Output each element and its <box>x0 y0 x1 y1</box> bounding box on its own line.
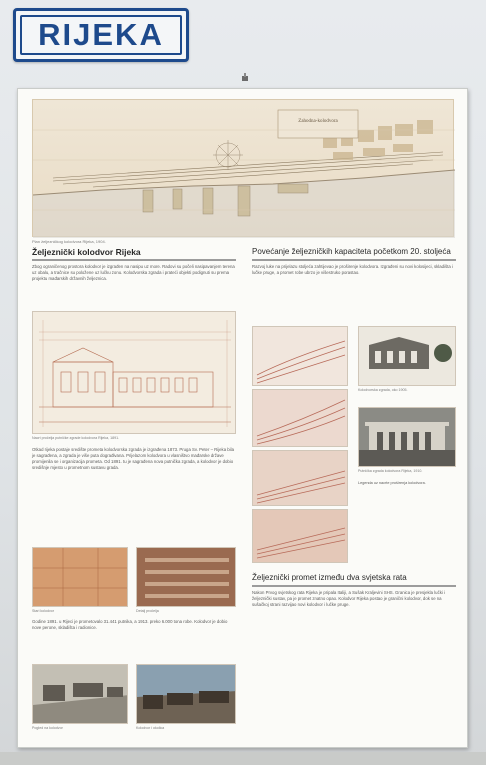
station-surroundings-photo <box>136 664 236 724</box>
station-building-photo-1 <box>358 326 456 386</box>
station-name-sign <box>13 8 189 62</box>
right-heading-rule <box>252 259 456 261</box>
old-station-photo <box>32 547 128 607</box>
track-plan-1 <box>252 326 348 386</box>
harbour-map-drawing <box>33 100 455 238</box>
facade-detail-photo-caption: Detalj pročelja <box>136 609 159 613</box>
station-view-photo-caption: Pogled na kolodvor <box>32 726 63 730</box>
station-building-photo-1-caption: Kolodvorska zgrada, oko 1905. <box>358 388 408 392</box>
left-body-text: Otkad rijeka postaje središte prometa kolodvorska zgrada je izgrađena 1873. Pruga Sv. Peter – Rijeka bila je sagrađena, a zgrada je više puta dograđivana. Prijelazom kolodvora u vlasništvo mađarske države promijenila se i organizacija prometa. Od 1891. tu je sagrađena nova putnička zgrada, a kolodvor je dobio središnje mjesto u prometnom sustavu grada. <box>32 447 234 470</box>
elevation-caption: Nacrt pročelja putničke zgrade kolodvora Rijeka, 1891. <box>32 436 120 440</box>
facade-detail-photo <box>136 547 236 607</box>
right-intro-text: Razvoj luke na prijelazu stoljeća zahtijevao je proširenje kolodvora. Izgrađeni su novi kolosijeci, skladišta i lučke pruge, a promet robe ubrzo je višestruko porastao. <box>252 264 453 275</box>
legend-caption: Legenda uz nacrte proširenja kolodvora. <box>358 481 426 485</box>
right-heading-2: Željeznički promet između dva svjetska rata <box>252 573 407 582</box>
right-heading-2-rule <box>252 585 456 587</box>
station-view-photo <box>32 664 128 724</box>
track-plan-3 <box>252 450 348 506</box>
left-heading: Željeznički kolodvor Rijeka <box>32 247 141 257</box>
station-elevation-drawing <box>32 311 236 434</box>
harbour-map <box>32 99 454 237</box>
left-body2-text: Godine 1891. u Rijeci je prometovalo 31.441 putnika, a 1913. preko 6.000 tona robe. Kolodvor je dobio nove perone, skladišta i radionice. <box>32 619 228 630</box>
station-name-label: RIJEKA <box>20 15 182 55</box>
right-heading: Povećanje željezničkih kapaciteta početkom 20. stoljeća <box>252 247 451 256</box>
station-surroundings-photo-caption: Kolodvor i okolica <box>136 726 165 730</box>
exhibition-panel <box>17 88 468 748</box>
track-plan-4 <box>252 509 348 563</box>
wall-hook-icon <box>240 73 250 83</box>
station-building-photo-2-caption: Putnička zgrada kolodvora Rijeka, 1910. <box>358 469 423 473</box>
floor-edge <box>0 752 486 765</box>
map-inset-label: Zahodna-kolodvora <box>298 119 338 124</box>
track-plan-2 <box>252 389 348 447</box>
left-intro-text: Zbog ograničenog prostora kolodvor je izgrađen na nasipu uz more. Radovi su počeli nasipavanjem terena uz obalu, a tračnice su položene uz lučku zonu. Kolodvorska zgrada i prateći objekti podignuti su prema projektu mađarskih državnih željeznica. <box>32 264 235 281</box>
station-building-photo-2 <box>358 407 456 467</box>
left-heading-rule <box>32 259 236 261</box>
map-caption: Plan željezničkog kolodvora Rijeka, 1904. <box>32 239 106 244</box>
right-body2-text: Nakon Prvog svjetskog rata Rijeka je pripala Italiji, a Sušak Kraljevini SHS. Granica je presjekla lučki i željeznički sustav, pa je promet znatno opao. Kolodvor Rijeka postao je granični kolodvor, dok se na sušačkoj strani razvijao novi kolodvor i lučke pruge. <box>252 590 445 607</box>
old-station-photo-caption: Stari kolodvor <box>32 609 54 613</box>
